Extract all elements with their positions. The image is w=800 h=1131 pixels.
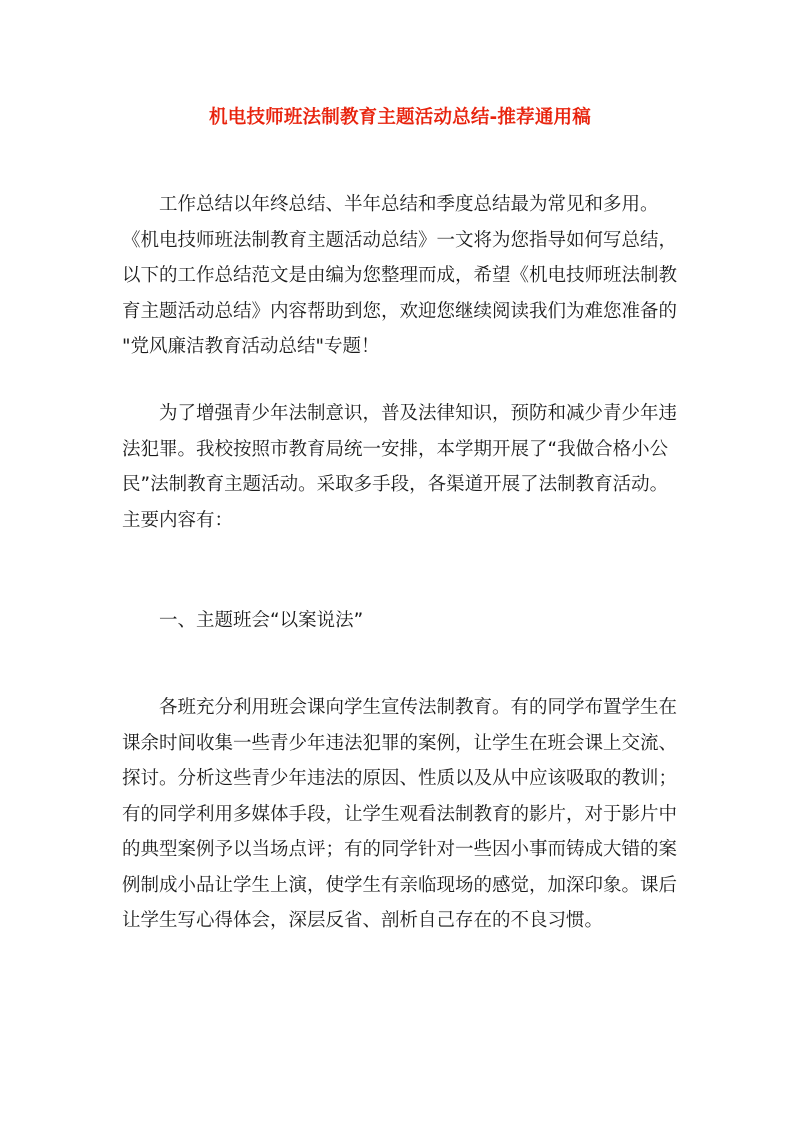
paragraph-line: 育主题活动总结》内容帮助到您，欢迎您继续阅读我们为难您准备的 [122, 300, 678, 322]
intro-paragraph [122, 187, 688, 365]
paragraph-line: 例制成小品让学生上演，使学生有亲临现场的感觉，加深印象。课后 [122, 874, 678, 896]
paragraph-line: 工作总结以年终总结、半年总结和季度总结最为常见和多用。 [122, 194, 659, 215]
paragraph-line: 以下的工作总结范文是由编为您整理而成，希望《机电技师班法制教 [122, 265, 678, 286]
document-title: 机电技师班法制教育主题活动总结-推荐通用稿 [209, 107, 591, 128]
paragraph-line: 民”法制教育主题活动。采取多手段，各渠道开展了法制教育活动。 [122, 474, 669, 495]
section-heading-text: 一、主题班会“以案说法” [122, 610, 364, 631]
paragraph-line: 主要内容有： [122, 509, 234, 531]
paragraph-line: 为了增强青少年法制意识，普及法律知识，预防和减少青少年违 [122, 403, 678, 424]
background-paragraph [122, 396, 688, 538]
section-body-paragraph [122, 690, 688, 939]
paragraph-line: 的典型案例予以当场点评；有的同学针对一些因小事而铸成大错的案 [122, 839, 678, 860]
paragraph-line: 各班充分利用班会课向学生宣传法制教育。有的同学布置学生在 [122, 697, 678, 718]
paragraph-line: 《机电技师班法制教育主题活动总结》一文将为您指导如何写总结， [122, 229, 678, 251]
paragraph-line: 让学生写心得体会，深层反省、剖析自己存在的不良习惯。 [122, 910, 604, 931]
paragraph-line: "党风廉洁教育活动总结"专题！ [122, 336, 380, 357]
section-heading [122, 603, 688, 639]
paragraph-line: 探讨。分析这些青少年违法的原因、性质以及从中应该吸取的教训； [122, 768, 678, 789]
paragraph-line: 法犯罪。我校按照市教育局统一安排，本学期开展了“我做合格小公 [122, 438, 669, 460]
paragraph-line: 课余时间收集一些青少年违法犯罪的案例，让学生在班会课上交流、 [122, 732, 678, 754]
paragraph-line: 有的同学利用多媒体手段，让学生观看法制教育的影片，对于影片中 [122, 803, 678, 825]
